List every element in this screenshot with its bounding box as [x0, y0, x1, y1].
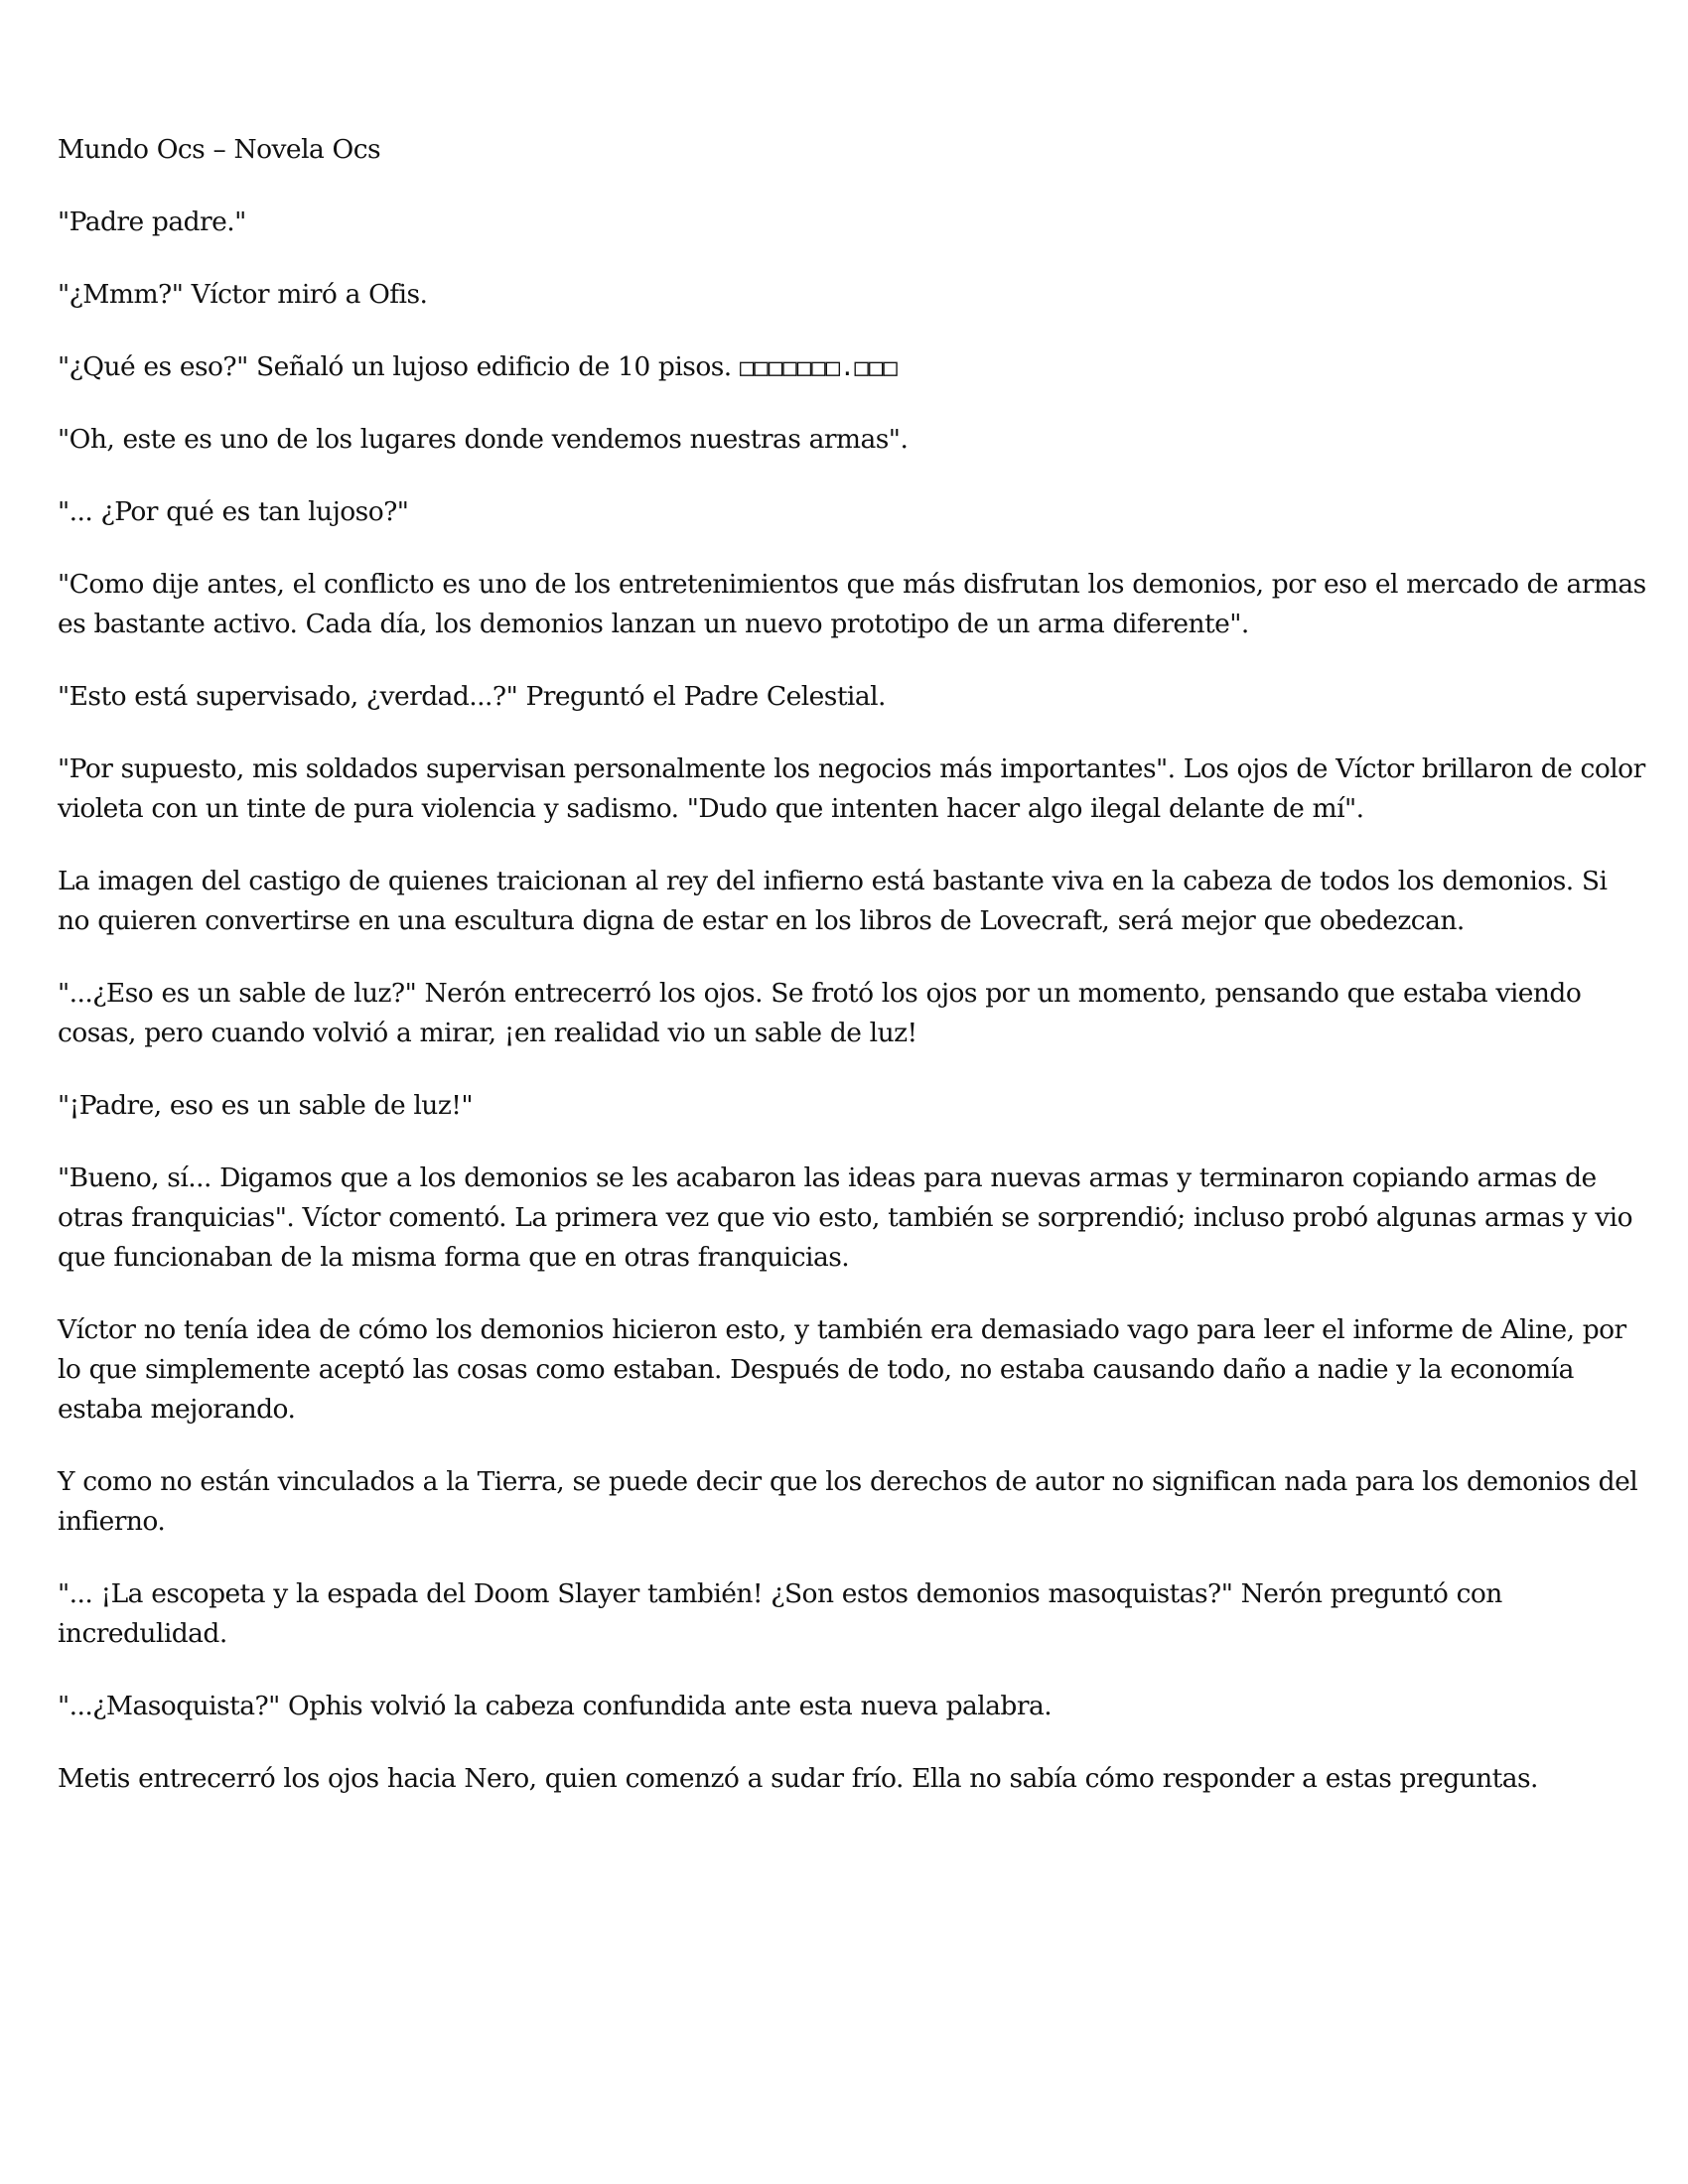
paragraph-text: "¿Qué es eso?" Señaló un lujoso edificio de 10 pisos. [58, 351, 732, 382]
paragraph [58, 347, 1646, 387]
paragraph: "... ¡La escopeta y la espada del Doom Slayer también! ¿Son estos demonios masoquistas?" Nerón preguntó con incredulidad. [58, 1578, 1502, 1649]
paragraph: Metis entrecerró los ojos hacia Nero, quien comenzó a sudar frío. Ella no sabía cómo responder a estas preguntas. [58, 1763, 1538, 1794]
paragraph: "Padre padre." [58, 206, 246, 237]
paragraph: "Oh, este es uno de los lugares donde vendemos nuestras armas". [58, 424, 909, 455]
paragraph: "Esto está supervisado, ¿verdad...?" Preguntó el Padre Celestial. [58, 681, 886, 712]
document-body [58, 130, 1646, 1832]
paragraph: "Bueno, sí... Digamos que a los demonios se les acabaron las ideas para nuevas armas y terminaron copiando armas de otras franquicias". Víctor comentó. La primera vez que vio esto, también se sorprendió; incluso probó algunas armas y vio que funcionaban de la misma forma que en otras franquicias. [58, 1162, 1632, 1273]
paragraph: "Como dije antes, el conflicto es uno de los entretenimientos que más disfrutan los demonios, por eso el mercado de armas es bastante activo. Cada día, los demonios lanzan un nuevo prototipo de un arma diferente". [58, 569, 1646, 639]
paragraph: Víctor no tenía idea de cómo los demonios hicieron esto, y también era demasiado vago para leer el informe de Aline, por lo que simplemente aceptó las cosas como estaban. Después de todo, no estaba causando daño a nadie y la economía estaba mejorando. [58, 1314, 1626, 1425]
paragraph: La imagen del castigo de quienes traicionan al rey del infierno está bastante viva en la cabeza de todos los demonios. Si no quieren convertirse en una escultura digna de estar en los libros de Lovecraft, será mejor que obedezcan. [58, 866, 1608, 936]
paragraph: "Por supuesto, mis soldados supervisan personalmente los negocios más importantes". Los ojos de Víctor brillaron de color violeta con un tinte de pura violencia y sadismo. "Dudo que intenten hacer algo ilegal delante de mí". [58, 753, 1645, 824]
paragraph: "... ¿Por qué es tan lujoso?" [58, 496, 409, 527]
garbled-characters: □□□□□□□.□□□ [739, 353, 898, 381]
paragraph: "¿Mmm?" Víctor miró a Ofis. [58, 279, 428, 310]
document-title: Mundo Ocs – Novela Ocs [58, 134, 381, 165]
paragraph: Y como no están vinculados a la Tierra, se puede decir que los derechos de autor no significan nada para los demonios del infierno. [58, 1466, 1638, 1537]
paragraph: "¡Padre, eso es un sable de luz!" [58, 1090, 473, 1121]
paragraph: "...¿Masoquista?" Ophis volvió la cabeza confundida ante esta nueva palabra. [58, 1691, 1053, 1721]
paragraph: "...¿Eso es un sable de luz?" Nerón entrecerró los ojos. Se frotó los ojos por un momento, pensando que estaba viendo cosas, pero cuando volvió a mirar, ¡en realidad vio un sable de luz! [58, 978, 1582, 1048]
